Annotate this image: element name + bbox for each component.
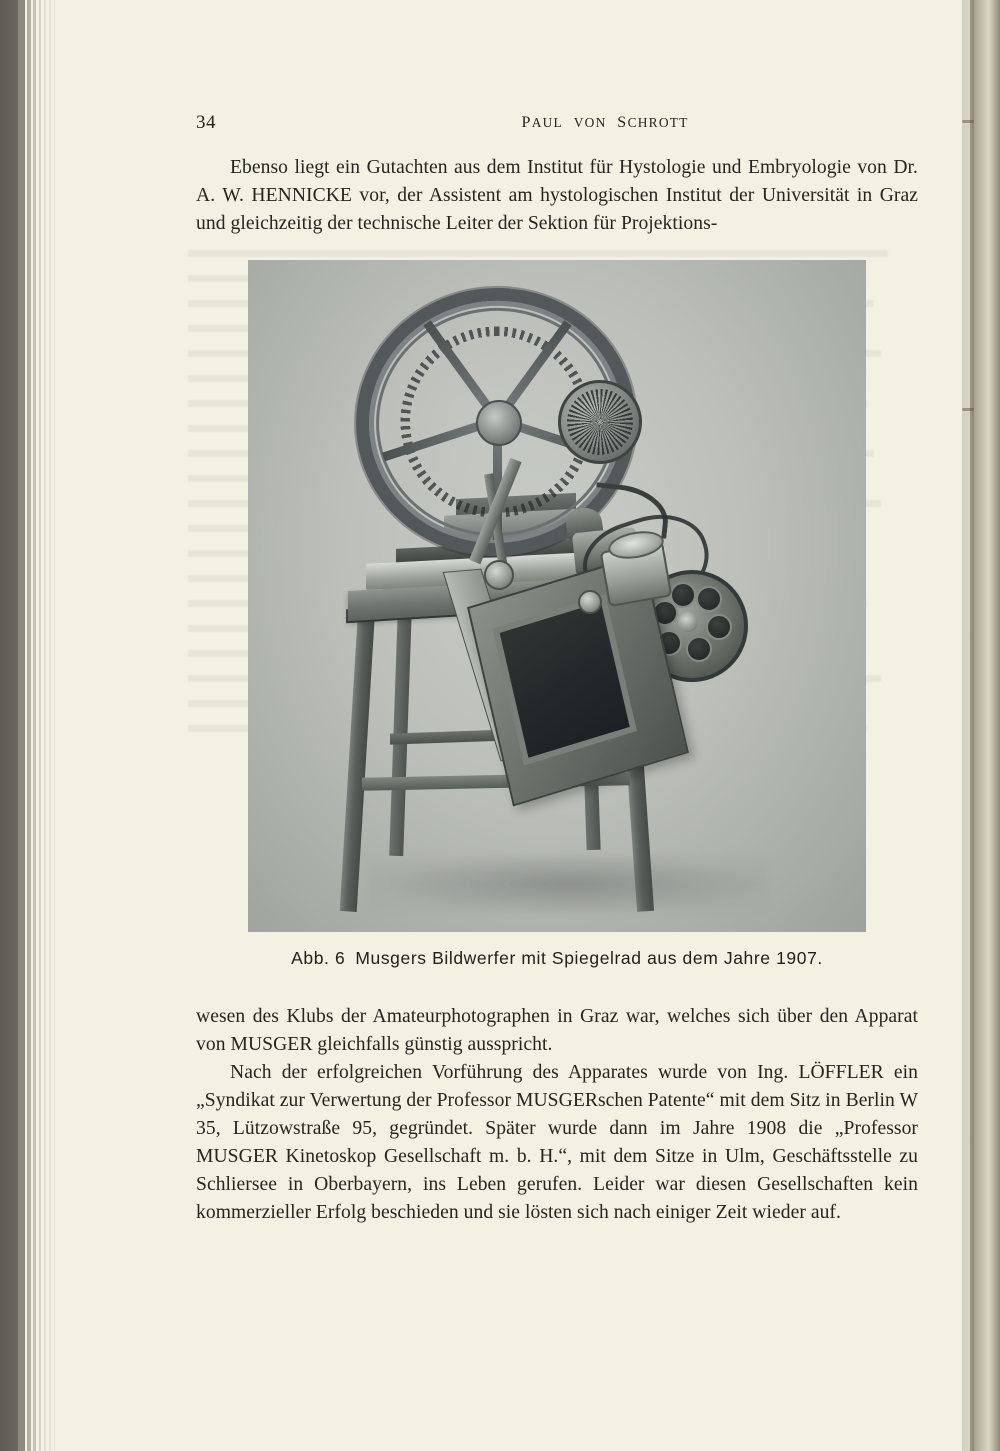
running-head-first: P: [521, 114, 532, 131]
binding-shadow-1: [18, 0, 25, 1451]
paragraph-top-1: Ebenso liegt ein Gutachten aus dem Institut für Hystologie und Embryologie von Dr. A. W. HENNICKE vor, der Assistent am hystologischen Institut der Universität in Graz und gleichzeitig der technische Leiter der Sektion für Projektions-: [196, 157, 918, 235]
adjust-knob-2: [578, 590, 602, 614]
binding-shadow-7: [54, 0, 55, 1451]
paragraph-bottom-1: wesen des Klubs der Amateurphotographen in Graz war, welches sich über den Apparat von MUSGER gleichfalls günstig ausspricht.: [196, 1006, 918, 1056]
figure-caption: [196, 948, 918, 969]
running-head: [196, 110, 918, 140]
binding-shadow-2: [27, 0, 31, 1451]
wheel-hub: [476, 400, 522, 446]
running-head-last-rest: CHROTT: [627, 115, 689, 130]
pulley-hole-2: [670, 582, 696, 608]
running-head-last-initial: S: [611, 114, 628, 131]
lamp-house-window: [492, 594, 636, 765]
page-edge-notch-1: [962, 120, 974, 123]
binding-shadow-5: [44, 0, 46, 1451]
page-edge-notch-2: [962, 408, 974, 411]
page-edge-line: [972, 0, 974, 1451]
binding-shadow-4: [39, 0, 41, 1451]
figure-image: [248, 260, 866, 932]
figure-6: [196, 260, 918, 969]
paragraph-bottom-2: Nach der erfolgreichen Vorführung des Apparates wurde von Ing. LÖFFLER ein „Syndikat zur Verwertung der Professor MUSGERschen Patente“ mit dem Sitz in Berlin W 35, Lützowstraße 95, gegründet. Später wurde dann im Jahre 1908 die „Professor MUSGER Kinetoskop Gesellschaft m. b. H.“, mit dem Sitze in Ulm, Geschäftsstelle zu Schliersee in Oberbayern, ins Leben gerufen. Leider war diesen Gesellschaften kein kommerzieller Erfolg beschieden und sie lösten sich nach einiger Zeit wieder auf.: [196, 1062, 918, 1224]
body-bottom: [196, 1003, 918, 1227]
page-number: 34: [196, 112, 216, 133]
binding-shadow-6: [49, 0, 51, 1451]
running-head-von-text: VON: [573, 115, 607, 130]
running-head-first-rest: AUL: [531, 115, 563, 130]
floor-shadow: [368, 854, 768, 914]
binding-shadow-3: [33, 0, 36, 1451]
pulley-hole-5: [686, 636, 712, 662]
figure-caption-number: Abb. 6: [291, 948, 346, 969]
pulley-hole-4: [706, 614, 732, 640]
page-content: [196, 110, 918, 1227]
pulley-hole-3: [696, 586, 722, 612]
pulley-hub: [678, 612, 698, 632]
figure-caption-text: Musgers Bildwerfer mit Spiegelrad aus dem Jahre 1907.: [355, 948, 823, 969]
adjust-knob-1: [484, 560, 514, 590]
page-edge-right: [962, 0, 1000, 1451]
paper-sheet: [18, 0, 970, 1451]
running-head-title: [196, 114, 918, 132]
